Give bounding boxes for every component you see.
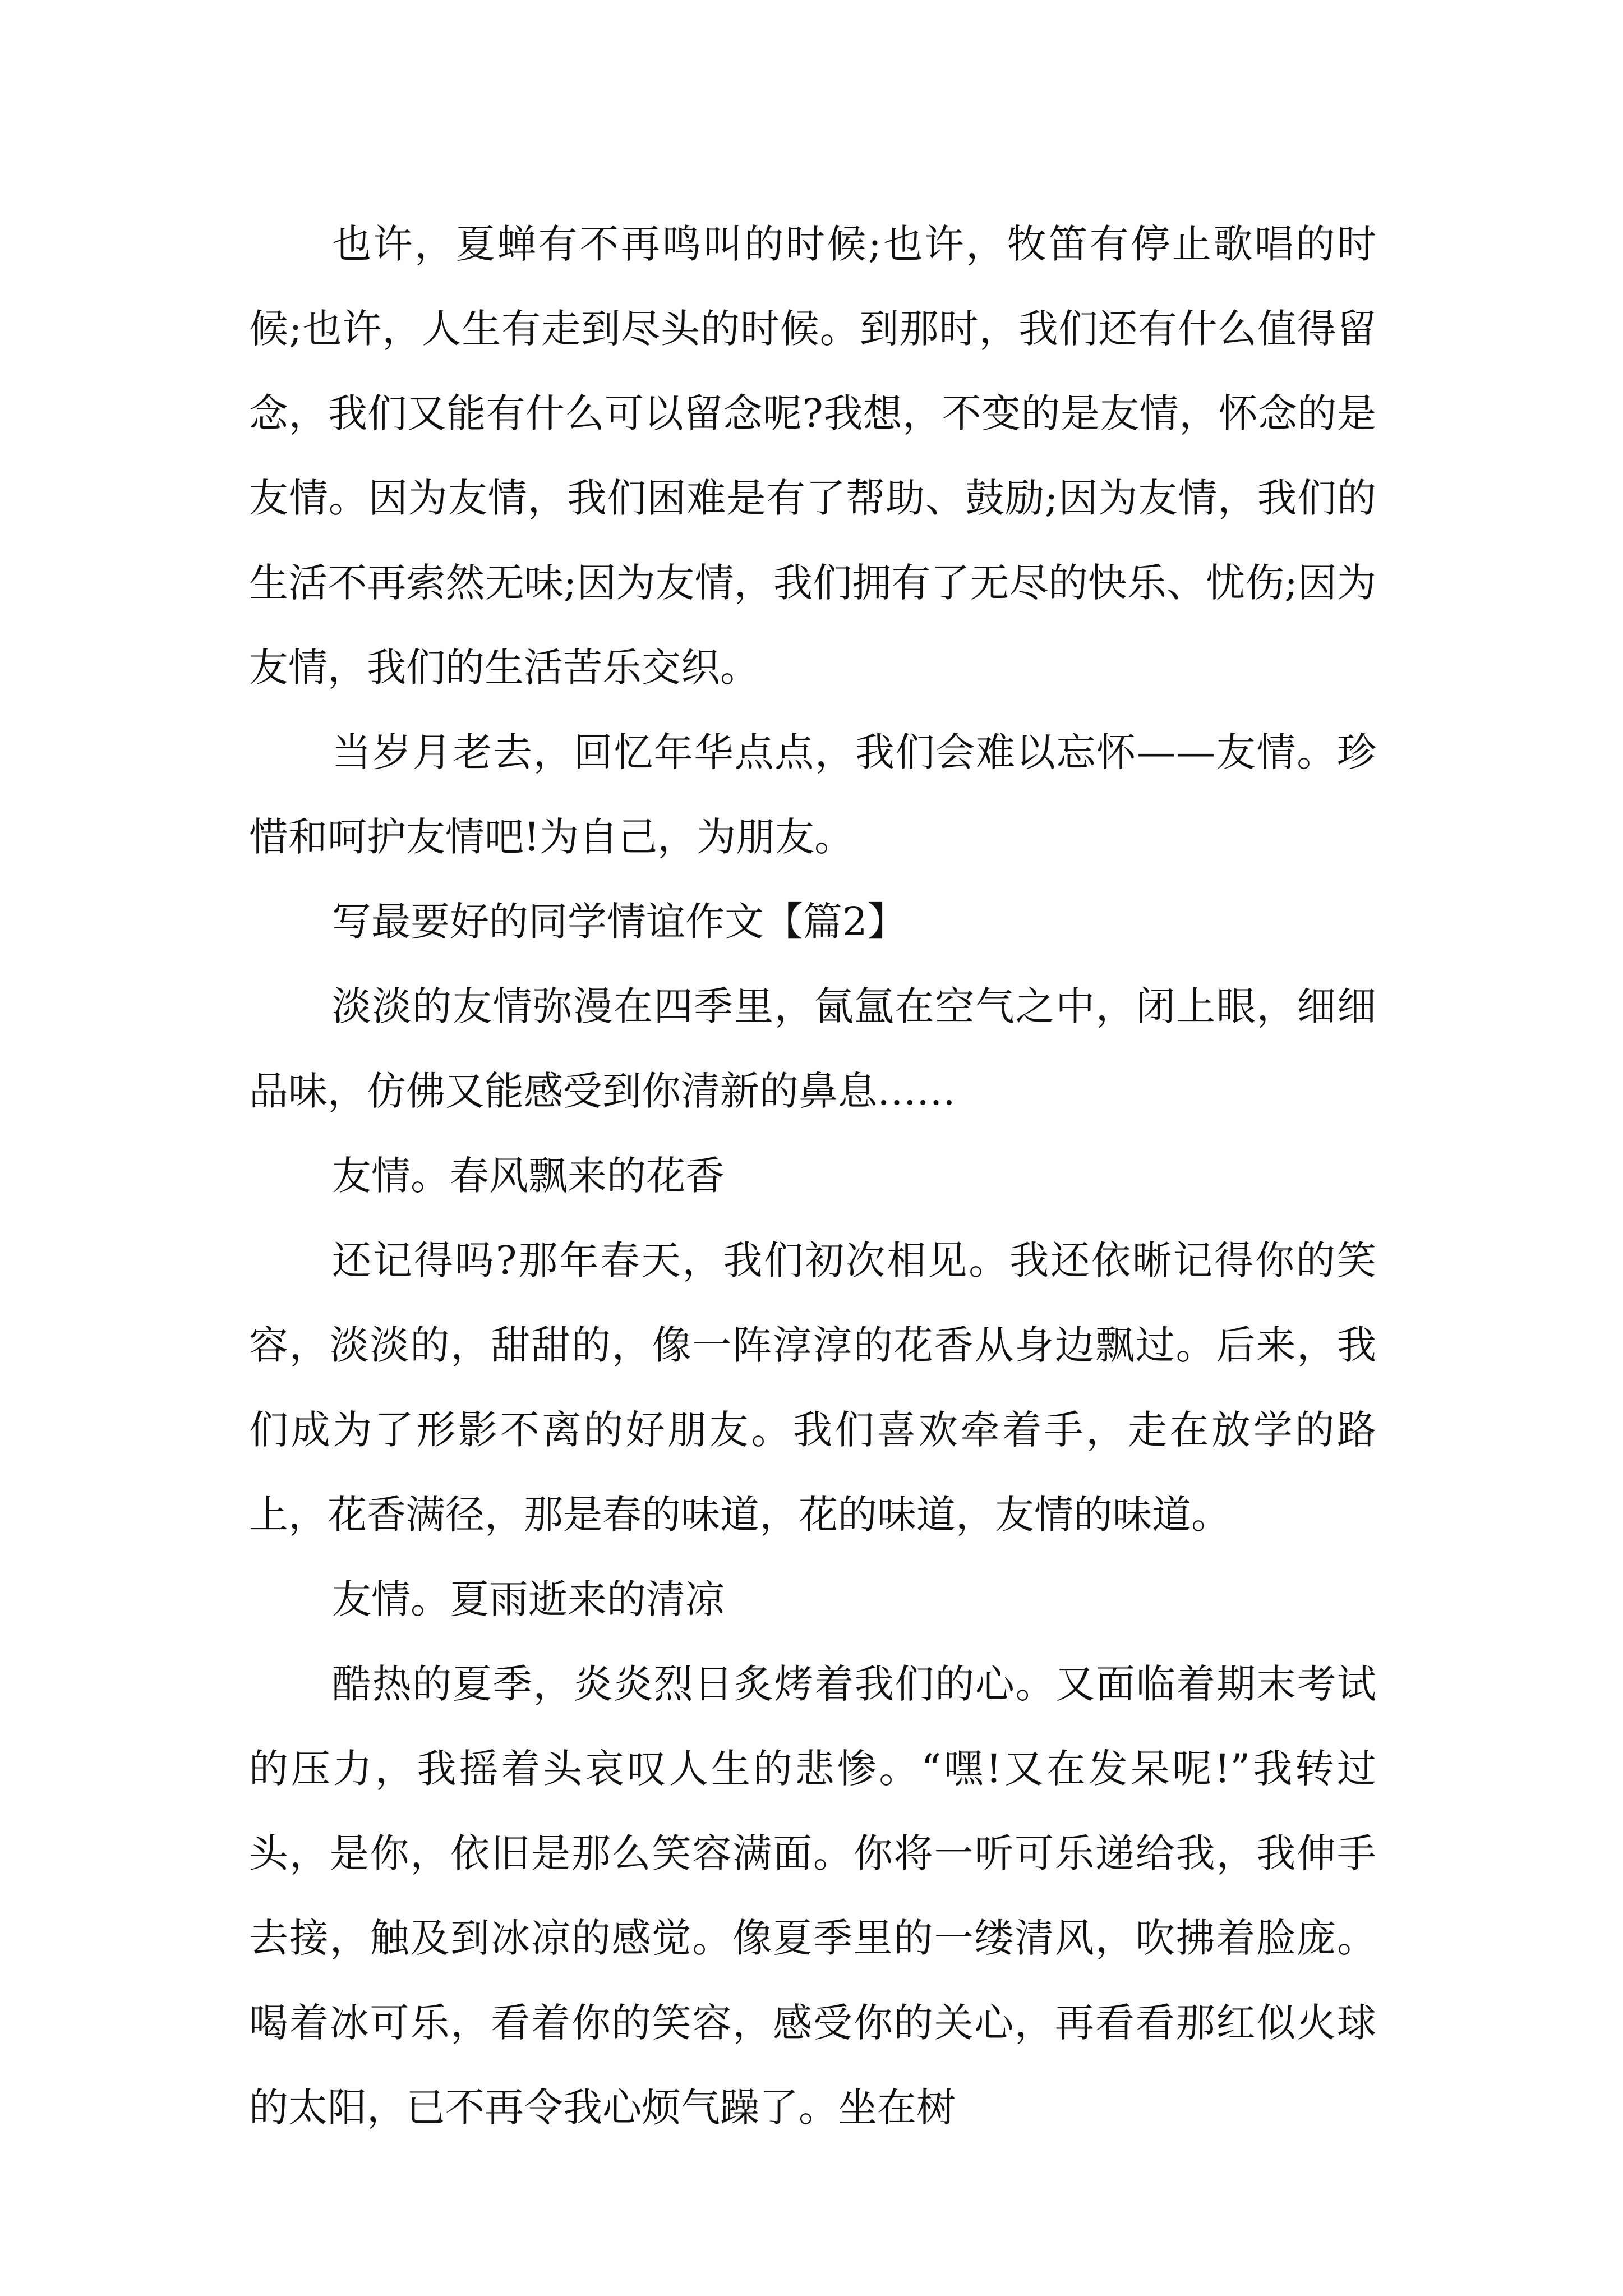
section-heading-2: 写最要好的同学情谊作文【篇2】 bbox=[332, 899, 907, 945]
paragraph-3: 淡淡的友情弥漫在四季里，氤氲在空气之中，闭上眼，细细品味，仿佛又能感受到你清新的鼻息…… bbox=[249, 983, 1376, 1114]
paragraph-2: 当岁月老去，回忆年华点点，我们会难以忘怀——友情。珍惜和呵护友情吧!为自己，为朋友。 bbox=[249, 729, 1376, 860]
subheading-summer: 友情。夏雨逝来的清凉 bbox=[332, 1576, 725, 1622]
paragraph-5: 酷热的夏季，炎炎烈日炙烤着我们的心。又面临着期末考试的压力，我摇着头哀叹人生的悲惨。“嘿!又在发呆呢!”我转过头，是你，依旧是那么笑容满面。你将一听可乐递给我，我伸手去接，触及到冰凉的感觉。像夏季里的一缕清风，吹拂着脸庞。喝着冰可乐，看着你的笑容，感受你的关心，再看看那红似火球的太阳，已不再令我心烦气躁了。坐在树 bbox=[249, 1661, 1376, 2131]
paragraph-4: 还记得吗?那年春天，我们初次相见。我还依晰记得你的笑容，淡淡的，甜甜的，像一阵淳淳的花香从身边飘过。后来，我们成为了形影不离的好朋友。我们喜欢牵着手，走在放学的路上，花香满径，那是春的味道，花的味道，友情的味道。 bbox=[249, 1237, 1376, 1538]
subheading-spring: 友情。春风飘来的花香 bbox=[332, 1153, 725, 1199]
paragraph-1: 也许，夏蝉有不再鸣叫的时候;也许，牧笛有停止歌唱的时候;也许，人生有走到尽头的时候。到那时，我们还有什么值得留念，我们又能有什么可以留念呢?我想，不变的是友情，怀念的是友情。因为友情，我们困难是有了帮助、鼓励;因为友情，我们的生活不再索然无味;因为友情，我们拥有了无尽的快乐、忧伤;因为友情，我们的生活苦乐交织。 bbox=[249, 221, 1376, 691]
document-body bbox=[249, 202, 1376, 2150]
